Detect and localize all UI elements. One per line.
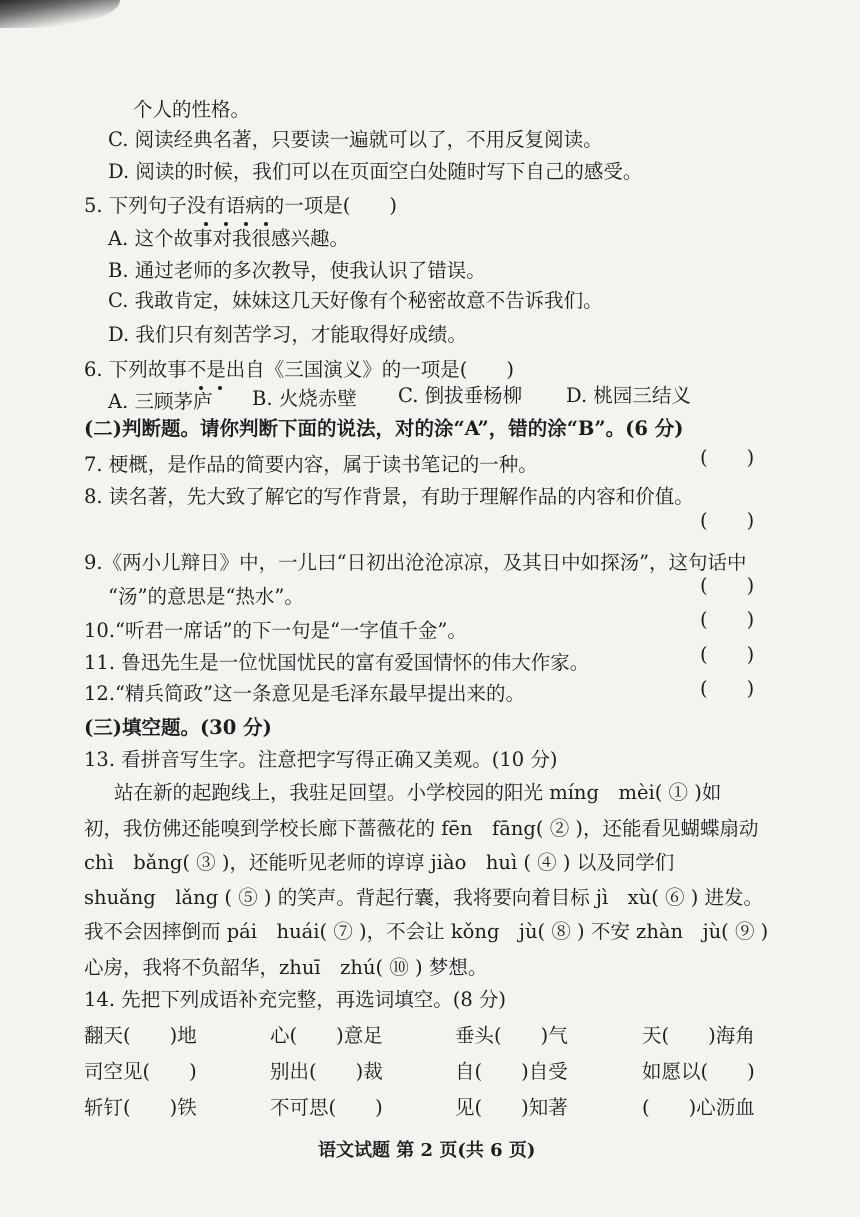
q14-stem: 14. 先把下列成语补充完整，再选词填空。(8 分) <box>84 988 507 1011</box>
q6-option-a: A. 三顾茅庐 <box>108 390 213 413</box>
idiom-item: 不可思( ) <box>270 1096 383 1119</box>
section-3-heading: (三)填空题。(30 分) <box>84 716 272 739</box>
q13-passage-line-4: shuǎng lǎng ( ⑤ ) 的笑声。背起行囊，我将要向着目标 jì xù( ⑥ ) 进发。 <box>84 886 764 909</box>
scan-corner-shadow <box>0 0 120 28</box>
idiom-item: 自( )自受 <box>455 1060 568 1083</box>
q9-text-continued: “汤”的意思是“热水”。 <box>108 585 304 608</box>
q13-passage-line-6: 心房，我将不负韶华，zhuī zhú( ⑩ ) 梦想。 <box>84 956 488 979</box>
q9-text: 9.《两小儿辩日》中，一儿曰“日初出沧沧凉凉，及其日中如探汤”，这句话中 <box>84 551 747 574</box>
q10-answer-box: ( ) <box>700 608 755 631</box>
idiom-item: 见( )知著 <box>455 1096 568 1119</box>
q5-option-c: C. 我敢肯定，妹妹这几天好像有个秘密故意不告诉我们。 <box>108 289 603 312</box>
q12-text: 12.“精兵简政”这一条意见是毛泽东最早提出来的。 <box>84 682 525 705</box>
q8-answer-box: ( ) <box>700 509 755 532</box>
idiom-item: 心( )意足 <box>270 1024 383 1047</box>
q6-option-d: D. 桃园三结义 <box>566 384 691 407</box>
q13-passage-line-3: chì bǎng( ③ )，还能听见老师的谆谆 jiào huì ( ④ ) 以及同学们 <box>84 851 675 874</box>
idiom-item: 垂头( )气 <box>455 1024 568 1047</box>
q4-option-d: D. 阅读的时候，我们可以在页面空白处随时写下自己的感受。 <box>108 160 643 183</box>
q8-text: 8. 读名著，先大致了解它的写作背景，有助于理解作品的内容和价值。 <box>84 485 694 508</box>
q7-answer-box: ( ) <box>700 446 755 469</box>
q6-stem: 6. 下列故事不是出自《三国演义》的一项是( ) <box>84 358 515 381</box>
q12-answer-box: ( ) <box>700 677 755 700</box>
q9-answer-box: ( ) <box>700 574 755 597</box>
q13-stem: 13. 看拼音写生字。注意把字写得正确又美观。(10 分) <box>84 748 558 771</box>
q4-option-c: C. 阅读经典名著，只要读一遍就可以了，不用反复阅读。 <box>108 128 603 151</box>
q6-option-b: B. 火烧赤壁 <box>252 387 357 410</box>
idiom-item: 别出( )裁 <box>270 1060 383 1083</box>
q10-text: 10.“听君一席话”的下一句是“一字值千金”。 <box>84 619 467 642</box>
q5-option-a: A. 这个故事对我很感兴趣。 <box>108 227 349 250</box>
q11-text: 11. 鲁迅先生是一位忧国忧民的富有爱国情怀的伟大作家。 <box>84 651 590 674</box>
q13-passage-line-2: 初，我仿佛还能嗅到学校长廊下蔷薇花的 fēn fāng( ② )，还能看见蝴蝶扇动 <box>84 817 759 840</box>
section-2-heading: (二)判断题。请你判断下面的说法，对的涂“A”，错的涂“B”。(6 分) <box>84 417 684 440</box>
q11-answer-box: ( ) <box>700 643 755 666</box>
q5-stem: 5. 下列句子没有语病的一项是( ) <box>84 194 398 217</box>
idiom-item: 斩钉( )铁 <box>84 1096 197 1119</box>
idiom-item: 司空见( ) <box>84 1060 197 1083</box>
idiom-item: 天( )海角 <box>642 1024 755 1047</box>
q13-passage-line-5: 我不会因摔倒而 pái huái( ⑦ )，不会让 kǒng jù( ⑧ ) 不安 zhàn jù( ⑨ ) <box>84 920 769 943</box>
q13-passage-line-1: 站在新的起跑线上，我驻足回望。小学校园的阳光 míng mèi( ① )如 <box>114 781 722 804</box>
q6-option-c: C. 倒拔垂杨柳 <box>398 384 523 407</box>
q4-option-b-continued: 个人的性格。 <box>133 98 251 121</box>
q5-option-b: B. 通过老师的多次教导，使我认识了错误。 <box>108 259 486 282</box>
q7-text: 7. 梗概，是作品的简要内容，属于读书笔记的一种。 <box>84 453 538 476</box>
page-footer: 语文试题 第 2 页(共 6 页) <box>318 1140 536 1161</box>
idiom-item: 翻天( )地 <box>84 1024 197 1047</box>
idiom-item: ( )心沥血 <box>642 1096 755 1119</box>
q5-option-d: D. 我们只有刻苦学习，才能取得好成绩。 <box>108 323 467 346</box>
idiom-item: 如愿以( ) <box>642 1060 755 1083</box>
emphasis-dot <box>218 386 222 390</box>
